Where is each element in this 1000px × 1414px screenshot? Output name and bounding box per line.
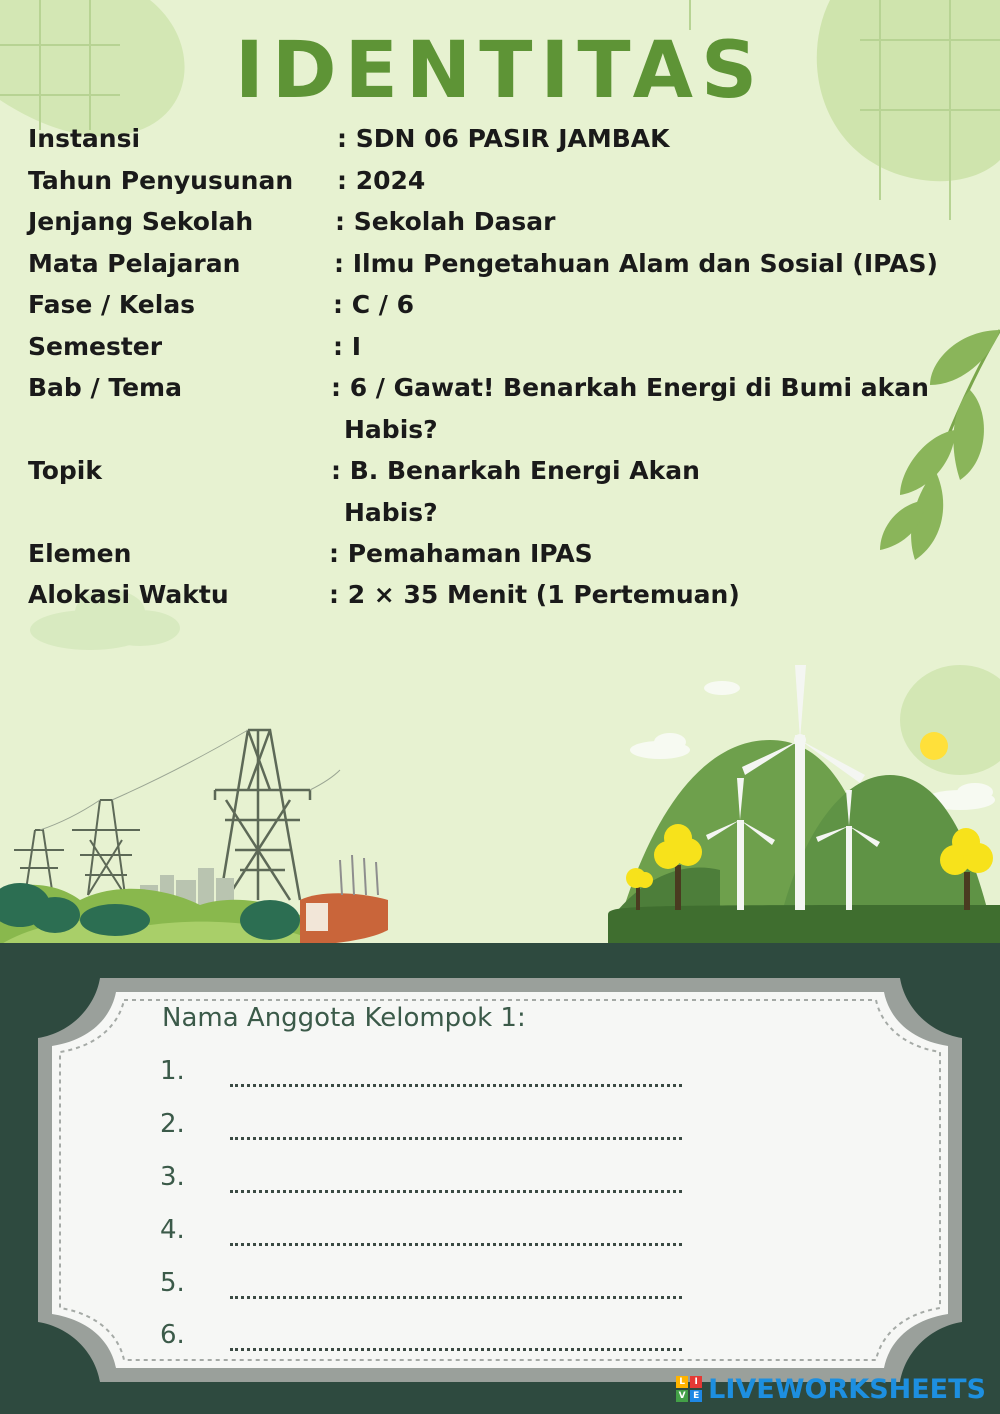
member-number: 5.	[160, 1268, 185, 1298]
member-number: 4.	[160, 1215, 185, 1245]
member-number: 1.	[160, 1056, 185, 1086]
member-name-field[interactable]	[230, 1084, 682, 1087]
liveworksheets-logo-icon	[676, 1376, 702, 1402]
logo-letter: I	[690, 1376, 702, 1388]
member-name-field[interactable]	[230, 1348, 682, 1351]
member-number: 2.	[160, 1109, 185, 1139]
member-row	[160, 1056, 700, 1096]
info-label: Instansi	[28, 124, 141, 153]
right-ground	[608, 905, 1000, 945]
info-value: : Ilmu Pengetahuan Alam dan Sosial (IPAS)	[334, 249, 938, 278]
info-value-continuation: Habis?	[344, 415, 438, 444]
info-label: Jenjang Sekolah	[28, 207, 254, 236]
info-label: Alokasi Waktu	[28, 580, 229, 609]
member-row	[160, 1215, 700, 1255]
member-name-field[interactable]	[230, 1296, 682, 1299]
info-value: : 2 × 35 Menit (1 Pertemuan)	[329, 580, 740, 609]
watermark-text: LIVEWORKSHEETS	[708, 1373, 986, 1405]
info-label: Tahun Penyusunan	[28, 166, 294, 195]
member-name-field[interactable]	[230, 1190, 682, 1193]
transmission-tower-large	[215, 730, 310, 900]
info-value	[331, 450, 991, 534]
page-title: IDENTITAS	[234, 26, 766, 116]
info-value: : I	[333, 332, 362, 361]
member-row	[160, 1109, 700, 1149]
logo-letter: E	[690, 1390, 702, 1402]
cloud-small-1	[704, 681, 740, 695]
liveworksheets-watermark	[676, 1372, 986, 1406]
member-name-field[interactable]	[230, 1243, 682, 1246]
power-lines	[40, 730, 340, 830]
transmission-tower-medium	[72, 800, 140, 895]
logo-letter: V	[676, 1390, 688, 1402]
info-label: Semester	[28, 332, 163, 361]
info-value: : 2024	[337, 166, 426, 195]
info-label: Fase / Kelas	[28, 290, 196, 319]
power-plant-icon	[300, 855, 388, 945]
info-value-line: : B. Benarkah Energi Akan	[331, 456, 700, 485]
logo-letter: L	[676, 1376, 688, 1388]
info-value: : C / 6	[333, 290, 414, 319]
member-row	[160, 1268, 700, 1308]
cloud-small-2	[630, 733, 690, 759]
info-value: : SDN 06 PASIR JAMBAK	[337, 124, 670, 153]
right-light-blob	[900, 665, 1000, 775]
info-label: Elemen	[28, 539, 132, 568]
member-row	[160, 1162, 700, 1202]
info-value: : Sekolah Dasar	[335, 207, 556, 236]
info-label: Topik	[28, 456, 102, 485]
info-value-continuation: Habis?	[344, 498, 438, 527]
member-number: 3.	[160, 1162, 185, 1192]
info-label: Mata Pelajaran	[28, 249, 241, 278]
member-number: 6.	[160, 1320, 185, 1350]
info-value-line: : 6 / Gawat! Benarkah Energi di Bumi akan	[331, 373, 929, 402]
info-value	[331, 367, 991, 451]
members-card-heading: Nama Anggota Kelompok 1:	[162, 1003, 526, 1033]
info-label: Bab / Tema	[28, 373, 182, 402]
member-name-field[interactable]	[230, 1137, 682, 1140]
info-value: : Pemahaman IPAS	[329, 539, 593, 568]
sun-icon	[920, 732, 948, 760]
transmission-tower-small	[14, 830, 64, 890]
member-row	[160, 1320, 700, 1360]
